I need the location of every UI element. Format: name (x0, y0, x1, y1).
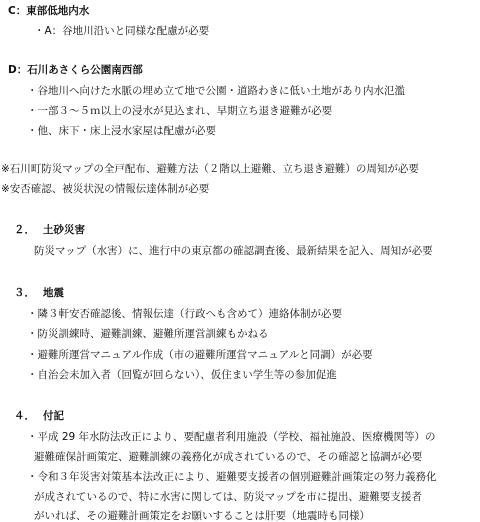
note: ※安否確認、被災状況の情報伝達体制が必要 (1, 183, 210, 195)
section-3-item: ・自治会未加入者（回覧が回らない）、仮住まい学生等の参加促進 (27, 369, 337, 381)
section-title: 付記 (43, 410, 64, 422)
section-4-heading (14, 411, 64, 422)
section-4-item-cont: が成されているので、特に水害に関しては、防災マップを市に提出、避難要支援者 (34, 491, 422, 503)
section-title: 地震 (43, 287, 64, 299)
section-number: ３． (14, 287, 35, 299)
section-d-item: ・他、床下・床上浸水家屋は配慮が必要 (27, 125, 216, 137)
note: ※石川町防災マップの全戸配布、避難方法（２階以上避難、立ち退き避難）の周知が必要 (1, 163, 419, 175)
section-d-item: ・谷地川へ向けた水脈の埋め立て地で公園・道路わきに低い土地があり内水氾濫 (27, 85, 405, 97)
section-3-item: ・避難所運営マニュアル作成（市の避難所運営マニュアルと同調）が必要 (27, 349, 373, 361)
section-number: ４． (14, 410, 35, 422)
section-4-item: ・令和３年災害対策基本法改正により、避難要支援者の個別避難計画策定の努力義務化 (27, 471, 437, 483)
section-d-item: ・一部３～５ｍ以上の浸水が見込まれ、早期立ち退き避難が必要 (27, 105, 333, 117)
section-d-heading: D：石川あさくら公園南西部 (8, 64, 143, 76)
section-title: 土砂災害 (43, 224, 85, 236)
section-4-item: ・平成 29 年水防法改正により、要配慮者利用施設（学校、福祉施設、医療機関等）の (27, 431, 436, 443)
section-c-item: ・A：谷地川沿いと同様な配慮が必要 (34, 25, 210, 37)
section-number: ２． (14, 224, 35, 236)
section-c-heading: C：東部低地内水 (8, 5, 90, 17)
section-3-item: ・隣３軒安否確認後、情報伝達（行政へも含めて）連絡体制が必要 (27, 308, 342, 320)
section-2-heading (14, 225, 85, 236)
section-3-heading (14, 288, 64, 299)
section-2-body: 防災マップ（水害）に、進行中の東京都の確認調査後、最新結果を記入、周知が必要 (34, 245, 433, 257)
section-4-item-cont: がいれば、その避難計画策定をお願いすることは肝要（地震時も同様） (34, 510, 370, 522)
section-4-item-cont: 避難確保計画策定、避難訓練の義務化が成されているので、その確認と協調が必要 (34, 451, 423, 463)
section-3-item: ・防災訓練時、避難訓練、避難所運営訓練もかねる (27, 328, 269, 340)
